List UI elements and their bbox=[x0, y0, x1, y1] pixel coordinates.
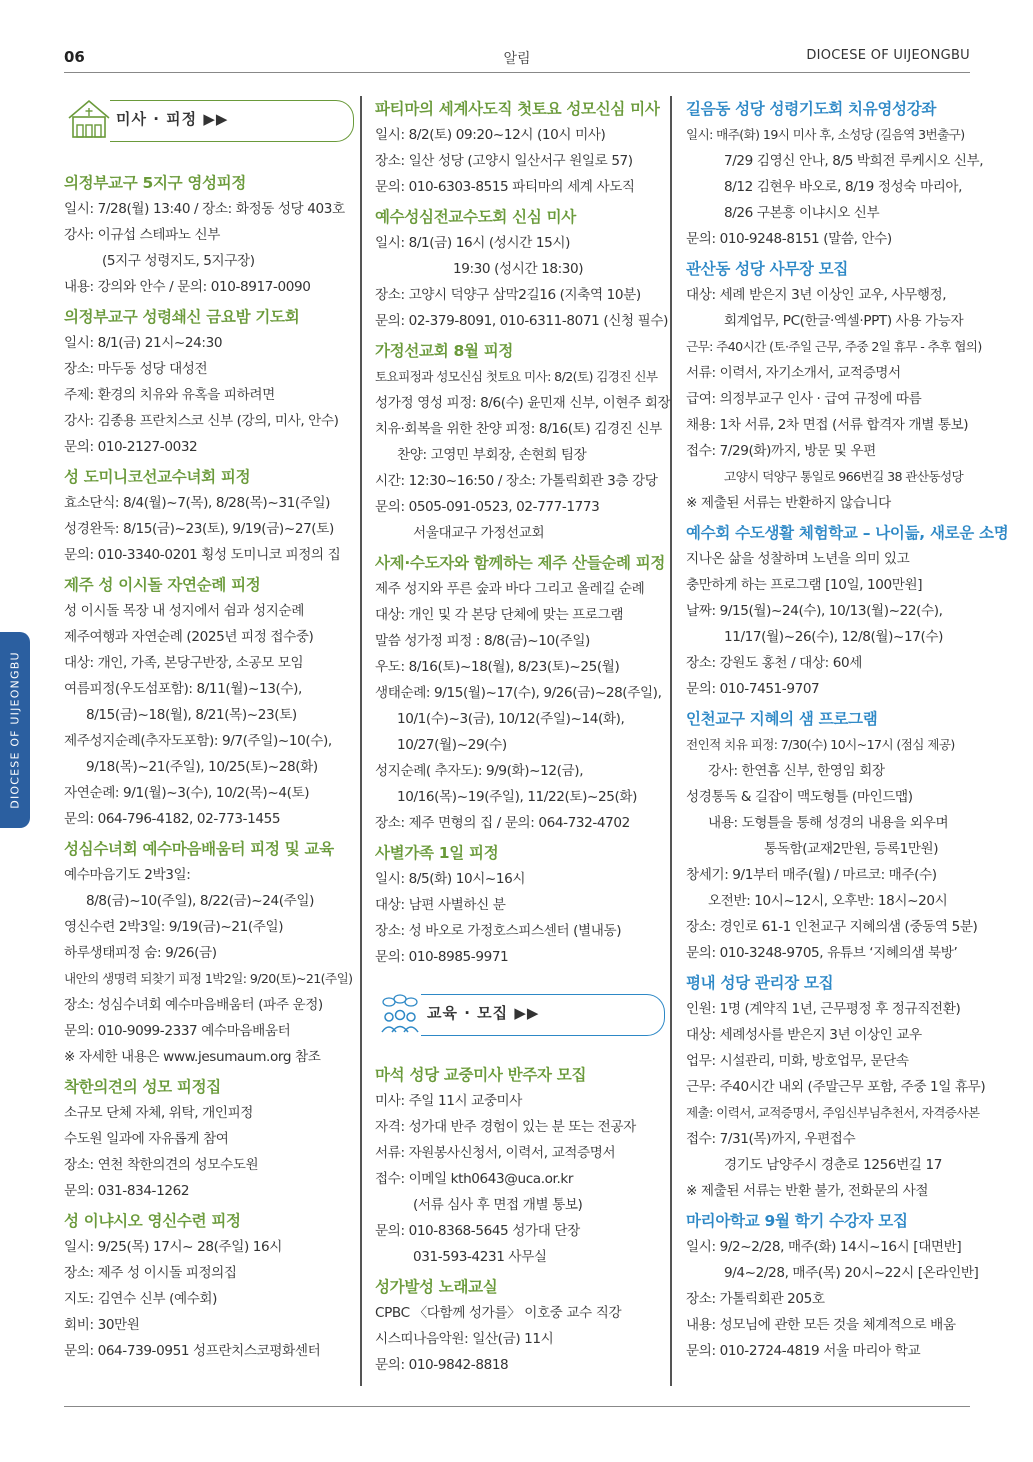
notice-line: 장소: 제주 면형의 집 / 문의: 064-732-4702 bbox=[375, 815, 630, 831]
notice-line: 내용: 성모님에 관한 모든 것을 체계적으로 배움 bbox=[686, 1317, 956, 1333]
notice-item bbox=[64, 170, 354, 300]
notice-item bbox=[64, 1074, 354, 1204]
notice-line: 9/18(목)~21(주일), 10/25(토)~28(화) bbox=[86, 759, 318, 775]
notice-item bbox=[375, 550, 665, 836]
notice-title: 가정선교회 8월 피정 bbox=[375, 342, 514, 360]
notice-title: 성 도미니코선교수녀회 피정 bbox=[64, 468, 251, 486]
notice-line: 일시: 9/25(목) 17시~ 28(주일) 16시 bbox=[64, 1239, 283, 1255]
notice-line: 경기도 남양주시 경춘로 1256번길 17 bbox=[724, 1157, 942, 1173]
notice-item bbox=[686, 706, 976, 966]
notice-item bbox=[375, 840, 665, 970]
notice-line: 근무: 주40시간 (토·주일 근무, 주중 2일 휴무 - 추후 협의) bbox=[686, 339, 982, 354]
notice-item bbox=[686, 1208, 979, 1364]
notice-line: 대상: 개인, 가족, 본당구반장, 소공모 모임 bbox=[64, 655, 304, 671]
notice-line: 토요피정과 성모신심 첫토요 미사: 8/2(토) 김경진 신부 bbox=[375, 369, 658, 384]
footer-rule bbox=[64, 1406, 970, 1407]
notice-title: 성심수녀회 예수마음배움터 피정 및 교육 bbox=[64, 840, 334, 858]
notice-line: 지나온 삶을 성찰하며 노년을 의미 있고 bbox=[686, 551, 910, 567]
notice-line: (5지구 성령지도, 5지구장) bbox=[102, 253, 255, 269]
notice-line: 제주 성지와 푸른 숲과 바다 그리고 올레길 순례 bbox=[375, 581, 645, 597]
notice-line: 서류: 이력서, 자기소개서, 교적증명서 bbox=[686, 365, 901, 381]
notice-line: 통독함(교재2만원, 등록1만원) bbox=[764, 841, 939, 857]
notice-line: 문의: 031-834-1262 bbox=[64, 1183, 190, 1199]
notice-line: 자연순례: 9/1(월)~3(수), 10/2(목)~4(토) bbox=[64, 785, 310, 801]
notice-line: 대상: 세례 받은지 3년 이상인 교우, 사무행정, bbox=[686, 287, 947, 303]
notice-line: 문의: 010-2724-4819 서울 마리아 학교 bbox=[686, 1343, 921, 1359]
notice-line: 생태순례: 9/15(월)~17(수), 9/26(금)~28(주일), bbox=[375, 685, 662, 701]
notice-line: 급여: 의정부교구 인사 · 급여 규정에 따름 bbox=[686, 391, 922, 407]
notice-line: 일시: 매주(화) 19시 미사 후, 소성당 (길음역 3번출구) bbox=[686, 127, 965, 142]
notice-line: 내안의 생명력 되찾기 피정 1박2일: 9/20(토)~21(주일) bbox=[64, 971, 353, 986]
notice-title: 예수성심전교수도회 신심 미사 bbox=[375, 208, 576, 226]
notice-line: 주제: 환경의 치유와 유혹을 피하려면 bbox=[64, 387, 275, 403]
notice-item bbox=[375, 1274, 665, 1378]
side-tab bbox=[0, 632, 30, 828]
notice-title: 평내 성당 관리장 모집 bbox=[686, 974, 834, 992]
notice-title: 길음동 성당 성령기도회 치유영성강좌 bbox=[686, 100, 937, 118]
section-header-mass-retreat bbox=[64, 96, 354, 142]
notice-title: 예수회 수도생활 체험학교 – 나이듦, 새로운 소명 bbox=[686, 524, 1009, 542]
notice-line: 우도: 8/16(토)~18(월), 8/23(토)~25(월) bbox=[375, 659, 620, 675]
notice-item bbox=[686, 970, 986, 1204]
notice-line: 문의: 010-6303-8515 파티마의 세계 사도직 bbox=[375, 179, 635, 195]
header-rule bbox=[64, 72, 970, 73]
notice-line: ※ 제출된 서류는 반환하지 않습니다 bbox=[686, 495, 891, 511]
notice-line: 11/17(월)~26(수), 12/8(월)~17(수) bbox=[724, 629, 944, 645]
notice-line: 성경완독: 8/15(금)~23(토), 9/19(금)~27(토) bbox=[64, 521, 334, 537]
section-header-education-recruit bbox=[375, 990, 665, 1036]
notice-line: 일시: 8/1(금) 21시~24:30 bbox=[64, 335, 223, 351]
notice-line: 문의: 010-3340-0201 횡성 도미니코 피정의 집 bbox=[64, 547, 341, 563]
notice-line: 찬양: 고영민 부회장, 손현희 팀장 bbox=[397, 447, 587, 463]
notice-line: 장소: 연천 착한의견의 성모수도원 bbox=[64, 1157, 259, 1173]
section-header-label: 교육 · 모집 ▶▶ bbox=[427, 1004, 540, 1022]
notice-line: 하루생태피정 숨: 9/26(금) bbox=[64, 945, 217, 961]
notice-line: 제주여행과 자연순례 (2025년 피정 접수중) bbox=[64, 629, 314, 645]
notice-line: 제출: 이력서, 교적증명서, 주임신부님추천서, 자격증사본 bbox=[686, 1105, 980, 1120]
notice-line: ※ 제출된 서류는 반환 불가, 전화문의 사절 bbox=[686, 1183, 929, 1199]
notice-item bbox=[686, 520, 1009, 702]
notice-line: 문의: 0505-091-0523, 02-777-1773 bbox=[375, 499, 600, 515]
notice-title: 관산동 성당 사무장 모집 bbox=[686, 260, 849, 278]
notice-line: 문의: 010-9842-8818 bbox=[375, 1357, 509, 1373]
notice-line: 일시: 8/2(토) 09:20~12시 (10시 미사) bbox=[375, 127, 606, 143]
notice-line: 회비: 30만원 bbox=[64, 1317, 140, 1333]
notice-line: 성 이시돌 목장 내 성지에서 쉼과 성지순례 bbox=[64, 603, 304, 619]
notice-line: 일시: 8/1(금) 16시 (성시간 15시) bbox=[375, 235, 571, 251]
notice-line: 효소단식: 8/4(월)~7(목), 8/28(목)~31(주일) bbox=[64, 495, 331, 511]
notice-title: 사제·수도자와 함께하는 제주 산들순례 피정 bbox=[375, 554, 666, 572]
notice-line: 031-593-4231 사무실 bbox=[413, 1249, 547, 1265]
notice-item bbox=[64, 464, 354, 568]
notice-line: 대상: 개인 및 각 본당 단체에 맞는 프로그램 bbox=[375, 607, 624, 623]
notice-title: 마리아학교 9월 학기 수강자 모집 bbox=[686, 1212, 908, 1230]
notice-line: 치유·회복을 위한 찬양 피정: 8/16(토) 김경진 신부 bbox=[375, 421, 662, 437]
notice-line: 내용: 도형틀을 통해 성경의 내용을 외우며 bbox=[708, 815, 949, 831]
page-header bbox=[64, 48, 970, 70]
notice-line: 8/15(금)~18(월), 8/21(목)~23(토) bbox=[86, 707, 297, 723]
notice-line: 장소: 일산 성당 (고양시 일산서구 원일로 57) bbox=[375, 153, 633, 169]
notice-line: 대상: 세례성사를 받은지 3년 이상인 교우 bbox=[686, 1027, 922, 1043]
notice-line: 9/4~2/28, 매주(목) 20시~22시 [온라인반] bbox=[724, 1265, 979, 1281]
notice-line: 업무: 시설관리, 미화, 방호업무, 문단속 bbox=[686, 1053, 909, 1069]
column-1 bbox=[64, 96, 354, 1396]
notice-title: 인천교구 지혜의 샘 프로그램 bbox=[686, 710, 878, 728]
notice-line: 문의: 010-3248-9705, 유튜브 ‘지혜의샘 북방’ bbox=[686, 945, 958, 961]
notice-line: 문의: 010-8985-9971 bbox=[375, 949, 509, 965]
notice-item bbox=[375, 338, 671, 546]
notice-line: 자격: 성가대 반주 경험이 있는 분 또는 전공자 bbox=[375, 1119, 636, 1135]
notice-line: 창세기: 9/1부터 매주(월) / 마르코: 매주(수) bbox=[686, 867, 937, 883]
notice-line: 장소: 강원도 홍천 / 대상: 60세 bbox=[686, 655, 862, 671]
notice-title: 마석 성당 교중미사 반주자 모집 bbox=[375, 1066, 587, 1084]
publication-name: DIOCESE OF UIJEONGBU bbox=[806, 48, 970, 63]
notice-line: 접수: 7/29(화)까지, 방문 및 우편 bbox=[686, 443, 876, 459]
notice-line: 소규모 단체 자체, 위탁, 개인피정 bbox=[64, 1105, 254, 1121]
notice-line: 전인적 치유 피정: 7/30(수) 10시~17시 (점심 제공) bbox=[686, 737, 955, 752]
notice-title: 파티마의 세계사도직 첫토요 성모신심 미사 bbox=[375, 100, 660, 118]
notice-line: 문의: 064-796-4182, 02-773-1455 bbox=[64, 811, 281, 827]
notice-line: 일시: 8/5(화) 10시~16시 bbox=[375, 871, 526, 887]
notice-line: 수도원 일과에 자유롭게 참여 bbox=[64, 1131, 229, 1147]
notice-line: 서류: 자원봉사신청서, 이력서, 교적증명서 bbox=[375, 1145, 616, 1161]
notice-line: 충만하게 하는 프로그램 [10일, 100만원] bbox=[686, 577, 923, 593]
notice-line: 말씀 성가정 피정 : 8/8(금)~10(주일) bbox=[375, 633, 590, 649]
notice-line: 장소: 마두동 성당 대성전 bbox=[64, 361, 208, 377]
notice-line: 오전반: 10시~12시, 오후반: 18시~20시 bbox=[708, 893, 948, 909]
page-number: 06 bbox=[64, 48, 85, 66]
notice-item bbox=[375, 96, 665, 200]
notice-line: 회계업무, PC(한글·엑셀·PPT) 사용 가능자 bbox=[724, 313, 964, 329]
people-group-icon bbox=[377, 990, 423, 1036]
notice-line: 채용: 1차 서류, 2차 면접 (서류 합격자 개별 통보) bbox=[686, 417, 969, 433]
notice-line: 8/26 구본흥 이냐시오 신부 bbox=[724, 205, 880, 221]
notice-item bbox=[686, 256, 982, 516]
notice-line: 영신수련 2박3일: 9/19(금)~21(주일) bbox=[64, 919, 284, 935]
notice-line: 고양시 덕양구 통일로 966번길 38 관산동성당 bbox=[724, 469, 964, 484]
notice-line: 문의: 010-7451-9707 bbox=[686, 681, 820, 697]
notice-line: 접수: 이메일 kth0643@uca.or.kr bbox=[375, 1171, 574, 1187]
notice-line: 문의: 010-9099-2337 예수마음배움터 bbox=[64, 1023, 291, 1039]
notice-line: 시스띠나음악원: 일산(금) 11시 bbox=[375, 1331, 554, 1347]
notice-item bbox=[375, 1062, 665, 1270]
notice-line: 날짜: 9/15(월)~24(수), 10/13(월)~22(수), bbox=[686, 603, 943, 619]
section-title: 알림 bbox=[503, 51, 531, 67]
notice-title: 사별가족 1일 피정 bbox=[375, 844, 499, 862]
notice-line: 강사: 김종용 프란치스코 신부 (강의, 미사, 안수) bbox=[64, 413, 339, 429]
side-tab-label: DIOCESE OF UIJEONGBU bbox=[8, 651, 22, 809]
notice-line: 지도: 김연수 신부 (예수회) bbox=[64, 1291, 218, 1307]
church-house-icon bbox=[66, 96, 112, 142]
notice-line: 장소: 제주 성 이시돌 피정의집 bbox=[64, 1265, 237, 1281]
section-header-label: 미사 · 피정 ▶▶ bbox=[116, 110, 229, 128]
notice-item bbox=[686, 96, 984, 252]
notice-line: 여름피정(우도섬포함): 8/11(월)~13(수), bbox=[64, 681, 302, 697]
notice-line: 19:30 (성시간 18:30) bbox=[453, 261, 584, 277]
notice-title: 착한의견의 성모 피정집 bbox=[64, 1078, 221, 1096]
notice-title: 의정부교구 성령쇄신 금요밤 기도회 bbox=[64, 308, 300, 326]
notice-title: 성가발성 노래교실 bbox=[375, 1278, 498, 1296]
column-divider bbox=[670, 96, 672, 1386]
notice-line: 문의: 010-8368-5645 성가대 단장 bbox=[375, 1223, 580, 1239]
notice-line: 장소: 성 바오로 가정호스피스센터 (별내동) bbox=[375, 923, 622, 939]
notice-line: 시간: 12:30~16:50 / 장소: 가톨릭회관 3층 강당 bbox=[375, 473, 658, 489]
notice-line: 10/27(월)~29(수) bbox=[397, 737, 507, 753]
column-3 bbox=[686, 96, 1009, 1396]
notice-item bbox=[64, 304, 354, 460]
notice-title: 제주 성 이시돌 자연순례 피정 bbox=[64, 576, 261, 594]
notice-line: 8/8(금)~10(주일), 8/22(금)~24(주일) bbox=[86, 893, 315, 909]
notice-line: (서류 심사 후 면접 개별 통보) bbox=[413, 1197, 583, 1213]
notice-line: 성경통독 & 길잡이 맥도형틀 (마인드맵) bbox=[686, 789, 913, 805]
column-2 bbox=[375, 96, 671, 1396]
notice-line: 제주성지순례(추자도포함): 9/7(주일)~10(수), bbox=[64, 733, 332, 749]
notice-line: 문의: 02-379-8091, 010-6311-8071 (신청 필수) bbox=[375, 313, 668, 329]
notice-line: 강사: 한연흠 신부, 한영임 회장 bbox=[708, 763, 885, 779]
notice-line: 10/1(수)~3(금), 10/12(주일)~14(화), bbox=[397, 711, 625, 727]
notice-line: 장소: 고양시 덕양구 삼막2길16 (지축역 10분) bbox=[375, 287, 641, 303]
notice-title: 성 이냐시오 영신수련 피정 bbox=[64, 1212, 241, 1230]
notice-line: 일시: 7/28(월) 13:40 / 장소: 화정동 성당 403호 bbox=[64, 201, 345, 217]
notice-line: 인원: 1명 (계약직 1년, 근무평정 후 정규직전환) bbox=[686, 1001, 961, 1017]
notice-line: 문의: 010-2127-0032 bbox=[64, 439, 198, 455]
notice-line: CPBC 〈다함께 성가를〉 이호중 교수 직강 bbox=[375, 1305, 622, 1321]
notice-item bbox=[64, 836, 354, 1070]
notice-line: 10/16(목)~19(주일), 11/22(토)~25(화) bbox=[397, 789, 638, 805]
notice-line: 장소: 경인로 61-1 인천교구 지혜의샘 (중동역 5분) bbox=[686, 919, 978, 935]
notice-line: 예수마음기도 2박3일: bbox=[64, 867, 191, 883]
notice-line: 대상: 남편 사별하신 분 bbox=[375, 897, 506, 913]
notice-line: 미사: 주일 11시 교중미사 bbox=[375, 1093, 523, 1109]
notice-line: 근무: 주40시간 내외 (주말근무 포함, 주중 1일 휴무) bbox=[686, 1079, 986, 1095]
notice-item bbox=[64, 572, 354, 832]
notice-line: 7/29 김영신 안나, 8/5 박희전 루케시오 신부, bbox=[724, 153, 984, 169]
notice-line: 서울대교구 가정선교회 bbox=[413, 525, 545, 541]
notice-line: 내용: 강의와 안수 / 문의: 010-8917-0090 bbox=[64, 279, 311, 295]
notice-line: 장소: 성심수녀회 예수마음배움터 (파주 운정) bbox=[64, 997, 323, 1013]
notice-line: 강사: 이규섭 스테파노 신부 bbox=[64, 227, 220, 243]
notice-line: 문의: 010-9248-8151 (말씀, 안수) bbox=[686, 231, 892, 247]
notice-line: 8/12 김현우 바오로, 8/19 정성숙 마리아, bbox=[724, 179, 963, 195]
notice-line: 장소: 가톨릭회관 205호 bbox=[686, 1291, 825, 1307]
notice-title: 의정부교구 5지구 영성피정 bbox=[64, 174, 247, 192]
notice-line: 성지순례( 추자도): 9/9(화)~12(금), bbox=[375, 763, 584, 779]
notice-line: 문의: 064-739-0951 성프란치스코평화센터 bbox=[64, 1343, 321, 1359]
notice-item bbox=[375, 204, 668, 334]
notice-line: 일시: 9/2~2/28, 매주(화) 14시~16시 [대면반] bbox=[686, 1239, 962, 1255]
notice-item bbox=[64, 1208, 354, 1364]
notice-line: 성가정 영성 피정: 8/6(수) 윤민재 신부, 이현주 회장 bbox=[375, 395, 671, 411]
notice-line: ※ 자세한 내용은 www.jesumaum.org 참조 bbox=[64, 1049, 321, 1065]
column-divider bbox=[360, 96, 362, 1386]
notice-line: 접수: 7/31(목)까지, 우편접수 bbox=[686, 1131, 856, 1147]
